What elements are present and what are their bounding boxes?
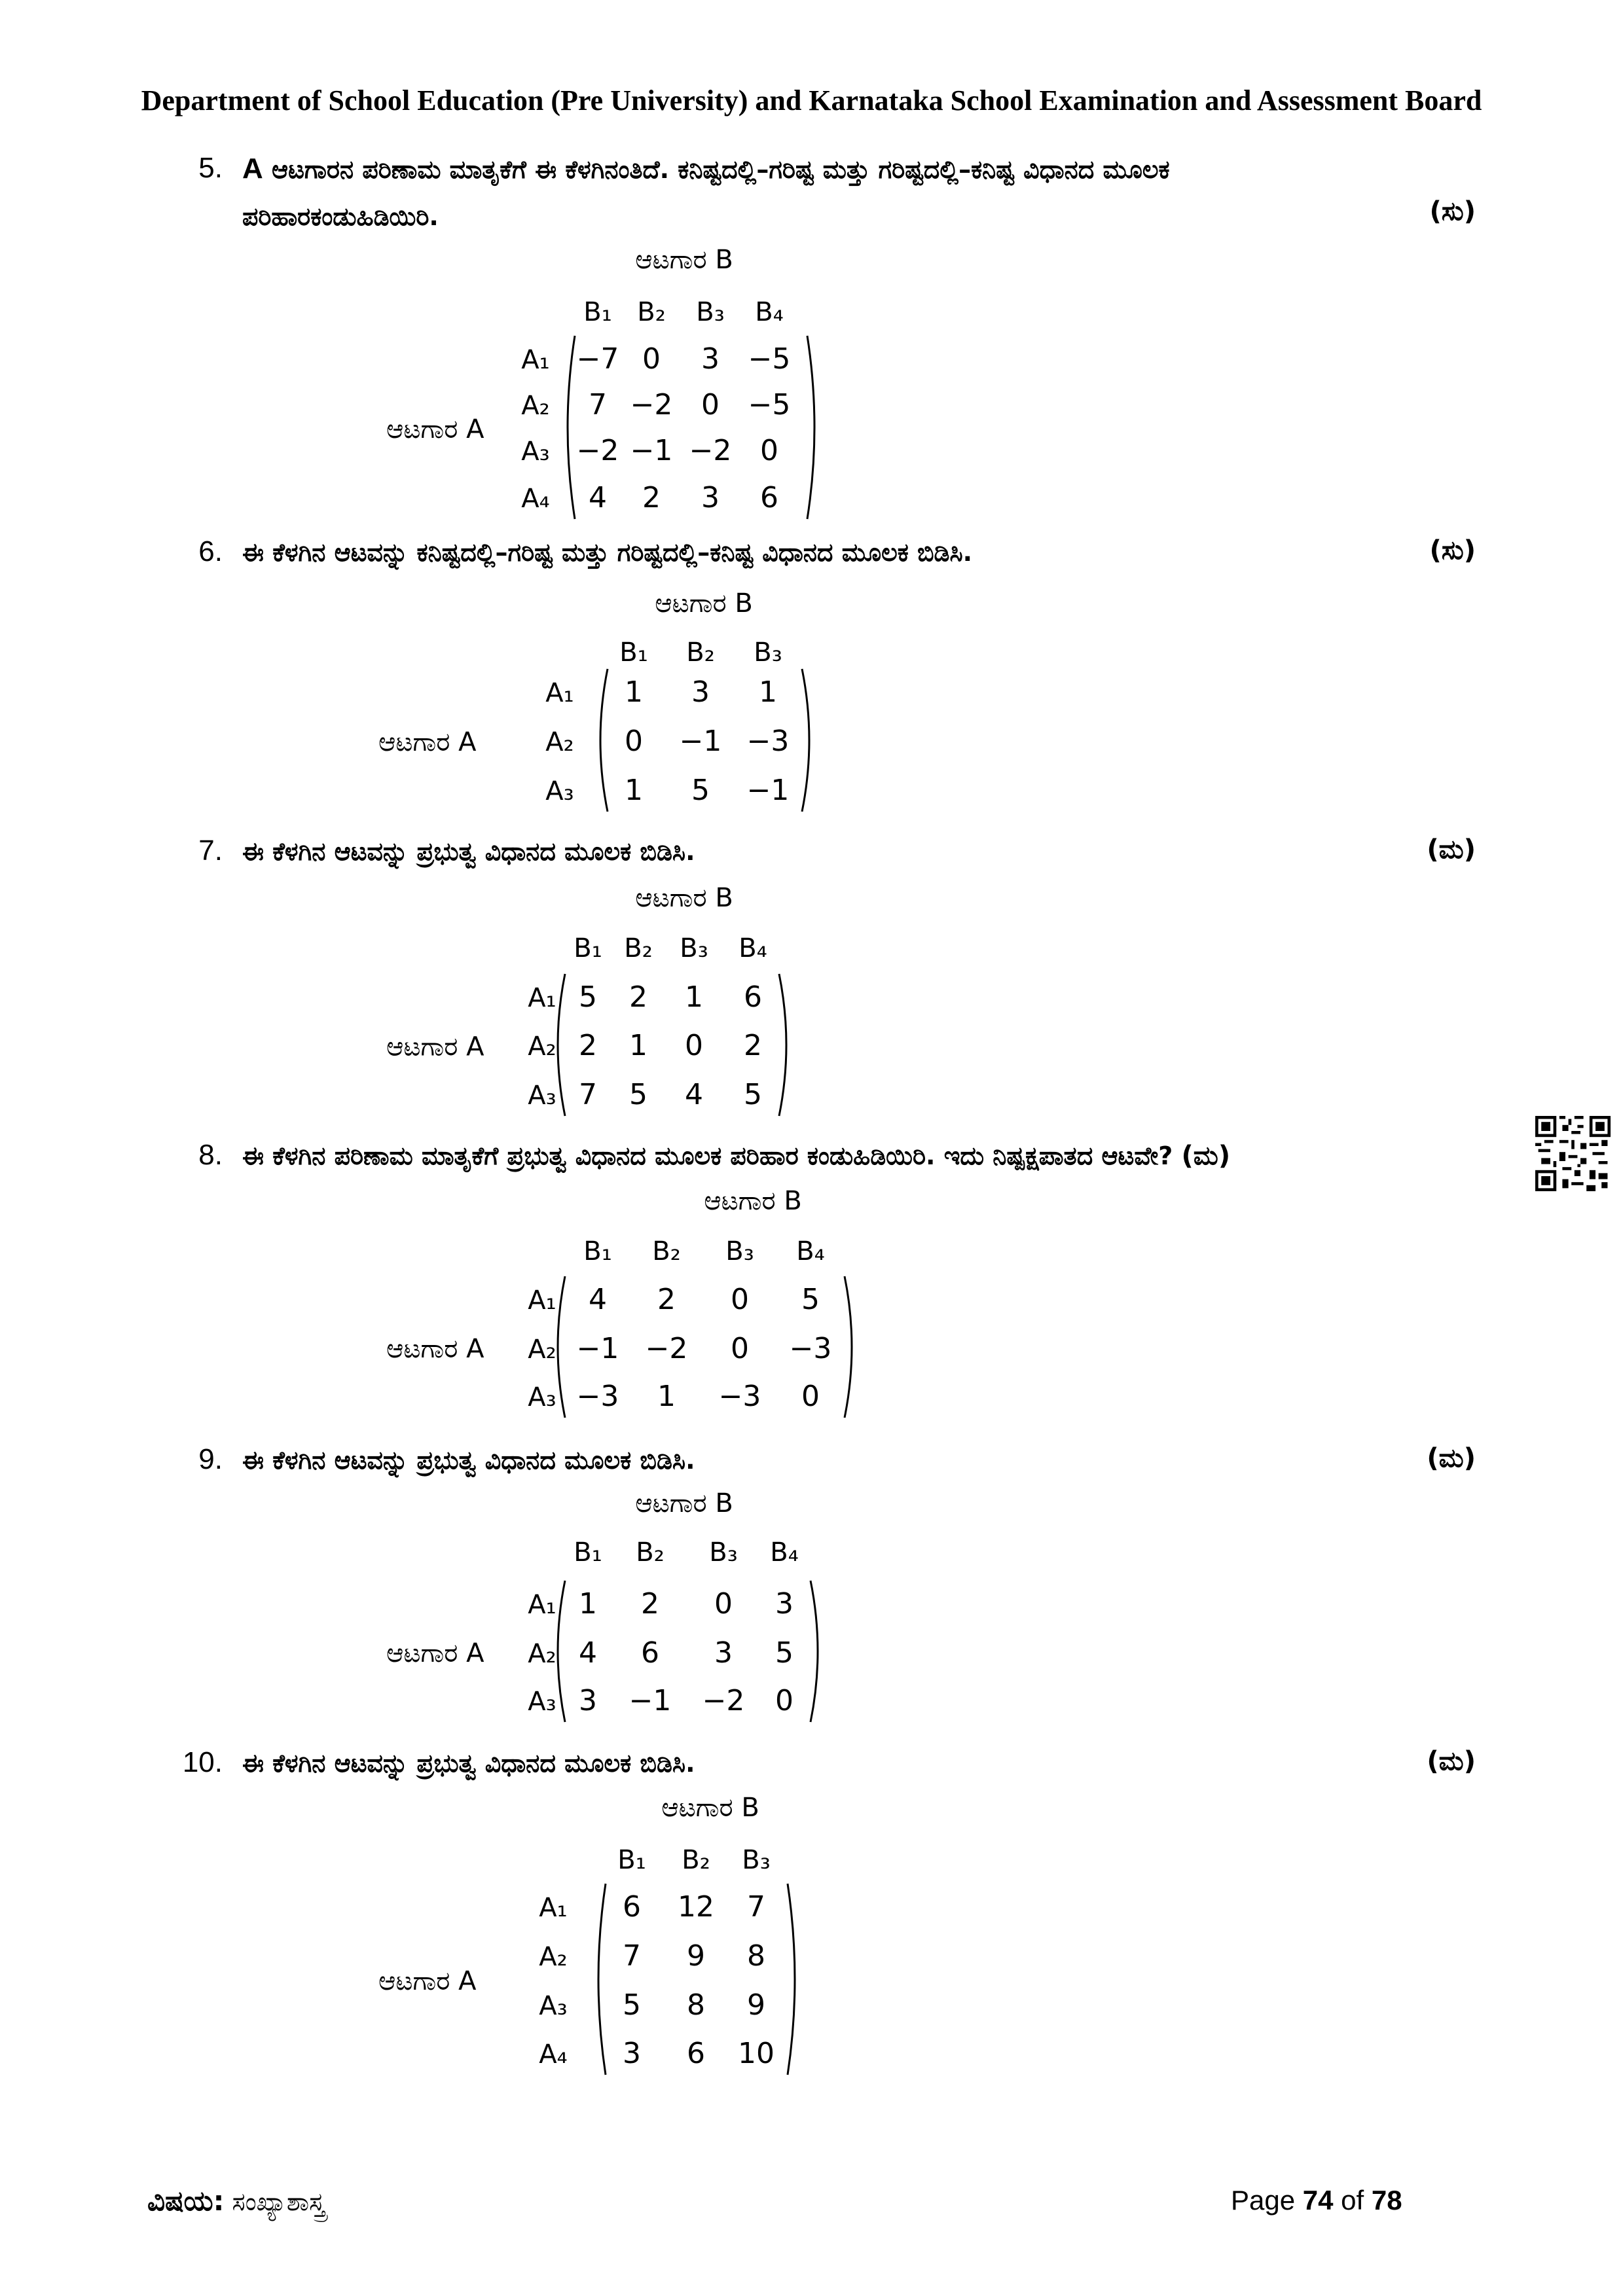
- q6-cell-3-2: 5: [691, 774, 710, 807]
- q9-cell-2-1: 4: [579, 1636, 597, 1670]
- q9-col-label-4: B₄: [770, 1537, 799, 1568]
- q5-cell-1-2: 0: [642, 342, 661, 376]
- q5-cell-3-3: −2: [689, 434, 732, 467]
- q7-right-bracket: [779, 974, 786, 1116]
- q8-cell-1-1: 4: [589, 1283, 607, 1316]
- q7-row-label-3: A₃: [528, 1081, 556, 1111]
- question-8-line1: ಈ ಕೆಳಗಿನ ಪರಿಣಾಮ ಮಾತೃಕೆಗೆ ಪ್ರಭುತ್ವ ವಿಧಾನದ ಮೂಲಕ ಪರಿಹಾರ ಕಂಡುಹಿಡಿಯಿರಿ. ಇದು ನಿಷ್ಪಕ್ಷಪಾತದ ಆಟವೇ?: [242, 1141, 1173, 1170]
- q8-left-bracket: [558, 1276, 565, 1418]
- q8-col-player-label: ಆಟಗಾರ B: [704, 1186, 802, 1216]
- q10-cell-2-3: 8: [747, 1939, 765, 1973]
- q8-cell-3-4: 0: [801, 1380, 820, 1413]
- q5-cell-2-1: 7: [589, 388, 607, 422]
- q9-cell-3-4: 0: [775, 1684, 793, 1717]
- q8-cell-2-4: −3: [789, 1332, 832, 1365]
- q6-col-player-label: ಆಟಗಾರ B: [655, 588, 753, 619]
- question-7-tag: (ಮ): [1427, 834, 1476, 865]
- q7-left-bracket: [558, 974, 565, 1116]
- question-5-number: 5.: [198, 152, 223, 184]
- q5-col-player-label: ಆಟಗಾರ B: [635, 245, 733, 275]
- q7-col-label-1: B₁: [574, 933, 602, 963]
- footer-page-word: Page: [1231, 2185, 1303, 2215]
- footer-page-current: 74: [1302, 2185, 1334, 2215]
- q8-cell-2-1: −1: [576, 1332, 619, 1365]
- q5-cell-2-2: −2: [630, 388, 673, 422]
- q9-cell-3-3: −2: [702, 1684, 745, 1717]
- page-header: Department of School Education (Pre University) and Karnataka School Examination and Assessment Board: [141, 84, 1482, 117]
- q9-cell-3-2: −1: [629, 1684, 672, 1717]
- q8-row-label-1: A₁: [528, 1285, 556, 1316]
- q10-cell-1-3: 7: [747, 1890, 765, 1924]
- question-10-tag: (ಮ): [1427, 1746, 1476, 1776]
- q6-row-label-2: A₂: [545, 727, 574, 757]
- q6-row-label-3: A₃: [545, 776, 574, 806]
- q6-col-label-1: B₁: [619, 637, 648, 668]
- q6-cell-2-3: −3: [746, 725, 790, 758]
- q10-cell-3-2: 8: [687, 1988, 705, 2022]
- q5-row-label-2: A₂: [521, 391, 550, 421]
- q8-cell-2-2: −2: [645, 1332, 688, 1365]
- q8-col-label-3: B₃: [725, 1236, 754, 1266]
- q7-col-label-4: B₄: [739, 933, 767, 963]
- q7-cell-1-1: 5: [579, 980, 597, 1014]
- footer-subject-label: ವಿಷಯ:: [147, 2185, 225, 2217]
- question-10-line1: ಈ ಕೆಳಗಿನ ಆಟವನ್ನು ಪ್ರಭುತ್ವ ವಿಧಾನದ ಮೂಲಕ ಬಿಡಿಸಿ.: [242, 1749, 695, 1778]
- q8-cell-3-1: −3: [576, 1380, 619, 1413]
- q7-row-label-1: A₁: [528, 983, 556, 1013]
- q10-cell-1-2: 12: [678, 1890, 714, 1924]
- q9-cell-3-1: 3: [579, 1684, 597, 1717]
- q9-right-bracket: [811, 1581, 818, 1722]
- q10-col-label-1: B₁: [617, 1845, 646, 1875]
- question-5-tag: (ಸು): [1429, 196, 1476, 226]
- q8-row-label-3: A₃: [528, 1382, 556, 1412]
- question-5-line2: ಪರಿಹಾರಕಂಡುಹಿಡಿಯಿರಿ.: [242, 202, 439, 231]
- q10-cell-4-3: 10: [738, 2037, 775, 2070]
- question-9-number: 9.: [198, 1443, 223, 1475]
- q7-cell-2-4: 2: [744, 1029, 762, 1062]
- q7-row-player-label: ಆಟಗಾರ A: [386, 1031, 484, 1062]
- question-7-number: 7.: [198, 834, 223, 867]
- q6-cell-2-1: 0: [625, 725, 643, 758]
- question-6-line1: ಈ ಕೆಳಗಿನ ಆಟವನ್ನು ಕನಿಷ್ಟದಲ್ಲಿ–ಗರಿಷ್ಟ ಮತ್ತು ಗರಿಷ್ಟದಲ್ಲಿ–ಕನಿಷ್ಟ ವಿಧಾನದ ಮೂಲಕ ಬಿಡಿಸಿ.: [242, 538, 973, 567]
- q10-row-label-3: A₃: [539, 1991, 568, 2021]
- q8-col-label-1: B₁: [583, 1236, 612, 1266]
- q8-cell-3-2: 1: [657, 1380, 676, 1413]
- q6-col-label-2: B₂: [686, 637, 715, 668]
- q8-right-bracket: [845, 1276, 852, 1418]
- q8-row-player-label: ಆಟಗಾರ A: [386, 1334, 484, 1364]
- question-5-line1: ಆಟಗಾರನ ಪರಿಣಾಮ ಮಾತೃಕೆಗೆ ಈ ಕೆಳಗಿನಂತಿದೆ. ಕನಿಷ್ಟದಲ್ಲಿ–ಗರಿಷ್ಟ ಮತ್ತು ಗರಿಷ್ಟದಲ್ಲಿ–ಕನಿಷ್ಟ ವಿಧಾನದ ಮೂಲಕ: [263, 155, 1170, 184]
- q6-cell-1-1: 1: [625, 675, 643, 709]
- q10-row-label-2: A₂: [539, 1942, 568, 1972]
- question-8-number: 8.: [198, 1139, 223, 1171]
- q8-cell-3-3: −3: [718, 1380, 761, 1413]
- q5-row-label-4: A₄: [521, 484, 550, 514]
- question-9-tag: (ಮ): [1427, 1443, 1476, 1473]
- q9-cell-1-2: 2: [641, 1587, 659, 1621]
- q6-row-label-1: A₁: [545, 678, 574, 708]
- q5-col-label-1: B₁: [583, 297, 612, 327]
- q7-col-label-3: B₃: [680, 933, 708, 963]
- q9-left-bracket: [558, 1581, 565, 1722]
- q9-cell-2-2: 6: [641, 1636, 659, 1670]
- q10-col-label-3: B₃: [742, 1845, 771, 1875]
- q8-cell-2-3: 0: [731, 1332, 749, 1365]
- q5-row-label-1: A₁: [521, 345, 550, 375]
- q6-col-label-3: B₃: [754, 637, 782, 668]
- q5-cell-1-3: 3: [701, 342, 720, 376]
- q7-cell-2-1: 2: [579, 1029, 597, 1062]
- question-6-tag: (ಸು): [1429, 535, 1476, 565]
- footer-page-number: [1231, 2185, 1402, 2216]
- q10-right-bracket: [788, 1884, 795, 2075]
- q10-col-label-2: B₂: [682, 1845, 710, 1875]
- q9-col-player-label: ಆಟಗಾರ B: [635, 1488, 733, 1518]
- q5-cell-4-2: 2: [642, 481, 661, 514]
- q9-cell-2-4: 5: [775, 1636, 793, 1670]
- footer-page-total: 78: [1371, 2185, 1402, 2215]
- question-10-number: 10.: [182, 1746, 223, 1778]
- q9-cell-2-3: 3: [714, 1636, 733, 1670]
- q10-cell-3-1: 5: [623, 1988, 641, 2022]
- q9-col-label-3: B₃: [709, 1537, 738, 1568]
- q7-cell-3-4: 5: [744, 1078, 762, 1111]
- q10-cell-2-1: 7: [623, 1939, 641, 1973]
- q5-right-bracket: [807, 336, 814, 519]
- q5-cell-1-4: −5: [748, 342, 791, 376]
- q5-left-bracket: [568, 336, 575, 519]
- q10-cell-2-2: 9: [687, 1939, 705, 1973]
- footer-subject-value: ಸಂಖ್ಯಾಶಾಸ್ತ್ರ: [224, 2187, 325, 2216]
- q7-cell-2-3: 0: [685, 1029, 703, 1062]
- q6-row-player-label: ಆಟಗಾರ A: [378, 727, 477, 757]
- q7-cell-2-2: 1: [629, 1029, 647, 1062]
- q5-cell-4-1: 4: [589, 481, 607, 514]
- footer-page-of: of: [1333, 2185, 1372, 2215]
- q6-cell-2-2: −1: [679, 725, 722, 758]
- q6-cell-1-2: 3: [691, 675, 710, 709]
- q10-row-label-4: A₄: [539, 2039, 568, 2070]
- question-7-line1: ಈ ಕೆಳಗಿನ ಆಟವನ್ನು ಪ್ರಭುತ್ವ ವಿಧಾನದ ಮೂಲಕ ಬಿಡಿಸಿ.: [242, 837, 695, 866]
- q8-col-label-4: B₄: [796, 1236, 825, 1266]
- q9-cell-1-1: 1: [579, 1587, 597, 1621]
- q7-cell-3-2: 5: [629, 1078, 647, 1111]
- q7-cell-3-1: 7: [579, 1078, 597, 1111]
- q8-cell-1-2: 2: [657, 1283, 676, 1316]
- q7-col-label-2: B₂: [624, 933, 653, 963]
- q10-left-bracket: [598, 1884, 606, 2075]
- q9-row-label-1: A₁: [528, 1590, 556, 1620]
- q5-cell-4-3: 3: [701, 481, 720, 514]
- q9-col-label-1: B₁: [574, 1537, 602, 1568]
- q6-cell-1-3: 1: [759, 675, 777, 709]
- q5-cell-2-3: 0: [701, 388, 720, 422]
- question-6-number: 6.: [198, 535, 223, 567]
- question-8-tag: (ಮ): [1181, 1141, 1231, 1171]
- q5-col-label-4: B₄: [755, 297, 784, 327]
- q9-row-player-label: ಆಟಗಾರ A: [386, 1638, 484, 1668]
- q7-cell-1-4: 6: [744, 980, 762, 1014]
- qr-code[interactable]: [1535, 1116, 1611, 1191]
- q10-col-player-label: ಆಟಗಾರ B: [661, 1793, 759, 1823]
- q8-cell-1-3: 0: [731, 1283, 749, 1316]
- q6-cell-3-3: −1: [746, 774, 790, 807]
- q10-row-player-label: ಆಟಗಾರ A: [378, 1966, 477, 1996]
- q8-row-label-2: A₂: [528, 1335, 556, 1365]
- q5-col-label-2: B₂: [637, 297, 666, 327]
- q6-right-bracket: [802, 669, 809, 812]
- q5-cell-2-4: −5: [748, 388, 791, 422]
- q10-cell-3-3: 9: [747, 1988, 765, 2022]
- q9-cell-1-4: 3: [775, 1587, 793, 1621]
- q5-row-player-label: ಆಟಗಾರ A: [386, 414, 484, 444]
- q5-col-label-3: B₃: [696, 297, 725, 327]
- q6-left-bracket: [600, 669, 608, 812]
- question-5-lead: A: [242, 152, 263, 185]
- q10-cell-4-1: 3: [623, 2037, 641, 2070]
- q5-cell-1-1: −7: [576, 342, 619, 376]
- q9-col-label-2: B₂: [636, 1537, 665, 1568]
- q5-cell-3-2: −1: [630, 434, 673, 467]
- q7-cell-1-2: 2: [629, 980, 647, 1014]
- q7-col-player-label: ಆಟಗಾರ B: [635, 883, 733, 913]
- q9-row-label-3: A₃: [528, 1687, 556, 1717]
- q7-cell-3-3: 4: [685, 1078, 703, 1111]
- q7-row-label-2: A₂: [528, 1031, 556, 1062]
- q9-row-label-2: A₂: [528, 1639, 556, 1669]
- q10-cell-1-1: 6: [623, 1890, 641, 1924]
- question-9-line1: ಈ ಕೆಳಗಿನ ಆಟವನ್ನು ಪ್ರಭುತ್ವ ವಿಧಾನದ ಮೂಲಕ ಬಿಡಿಸಿ.: [242, 1446, 695, 1475]
- q8-col-label-2: B₂: [652, 1236, 681, 1266]
- q6-cell-3-1: 1: [625, 774, 643, 807]
- q8-cell-1-4: 5: [801, 1283, 820, 1316]
- q5-cell-4-4: 6: [760, 481, 778, 514]
- footer-subject: [147, 2185, 325, 2217]
- q5-row-label-3: A₃: [521, 437, 550, 467]
- q5-cell-3-4: 0: [760, 434, 778, 467]
- q7-cell-1-3: 1: [685, 980, 703, 1014]
- q9-cell-1-3: 0: [714, 1587, 733, 1621]
- q5-cell-3-1: −2: [576, 434, 619, 467]
- q10-cell-4-2: 6: [687, 2037, 705, 2070]
- q10-row-label-1: A₁: [539, 1893, 568, 1923]
